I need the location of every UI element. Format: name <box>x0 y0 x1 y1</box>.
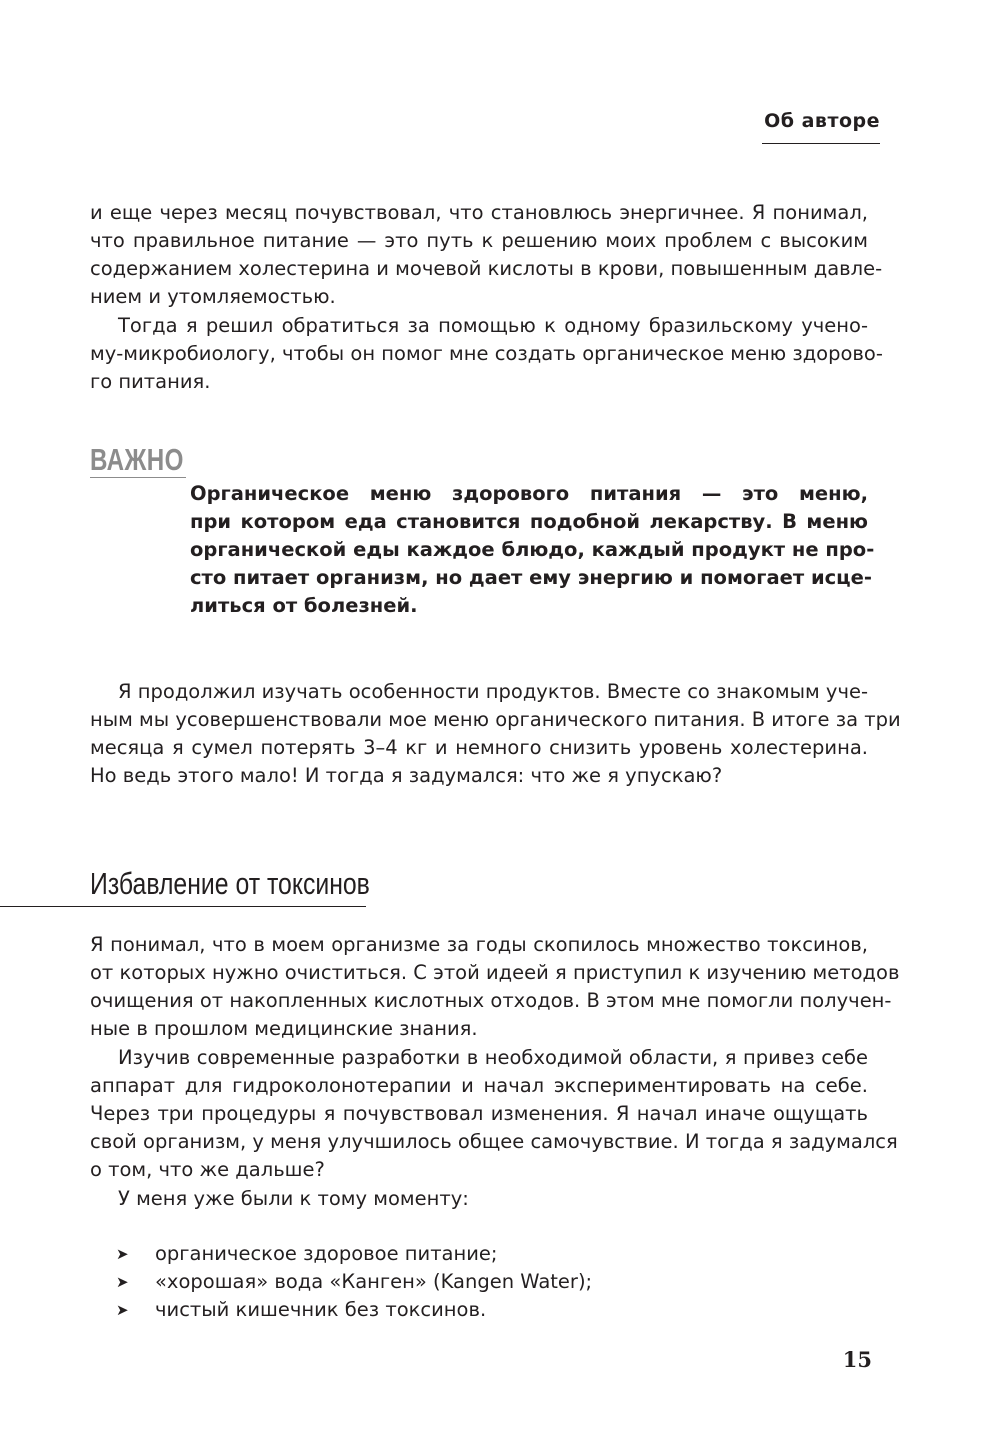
text-line: Тогда я решил обратиться за помощью к одному бразильскому учено- <box>118 314 868 337</box>
text-line: аппарат для гидроколонотерапии и начал экспериментировать на себе. <box>90 1074 868 1097</box>
page-number: 15 <box>842 1347 872 1372</box>
text-line: о том, что же дальше? <box>90 1158 325 1181</box>
running-head: Об авторе <box>764 110 880 132</box>
running-head-rule <box>762 143 880 144</box>
text-line: нием и утомляемостью. <box>90 285 336 308</box>
text-line: месяца я сумел потерять 3–4 кг и немного снизить уровень холестерина. <box>90 736 868 759</box>
arrow-bullet-icon: ➤ <box>116 1273 129 1291</box>
list-item-text: «хорошая» вода «Канген» (Kangen Water); <box>155 1270 593 1293</box>
text-line: ным мы усовершенствовали мое меню органического питания. В итоге за три <box>90 708 901 731</box>
text-line: от которых нужно очиститься. С этой идеей я приступил к изучению методов <box>90 961 900 984</box>
important-text-line: литься от болезней. <box>190 594 418 617</box>
text-line: содержанием холестерина и мочевой кислоты в крови, повышенным давле- <box>90 257 883 280</box>
arrow-bullet-icon: ➤ <box>116 1301 129 1319</box>
important-label: ВАЖНО <box>90 442 184 477</box>
text-line: Изучив современные разработки в необходимой области, я привез себе <box>118 1046 868 1069</box>
text-line: что правильное питание — это путь к решению моих проблем с высоким <box>90 229 868 252</box>
important-text-line: при котором еда становится подобной лекарству. В меню <box>190 510 868 533</box>
text-line: ные в прошлом медицинские знания. <box>90 1017 478 1040</box>
text-line: Но ведь этого мало! И тогда я задумался: что же я упускаю? <box>90 764 723 787</box>
text-line: Я понимал, что в моем организме за годы скопилось множество токсинов, <box>90 933 868 956</box>
text-line: и еще через месяц почувствовал, что становлюсь энергичнее. Я понимал, <box>90 201 868 224</box>
section-rule <box>0 906 366 907</box>
arrow-bullet-icon: ➤ <box>116 1245 129 1263</box>
list-item-text: органическое здоровое питание; <box>155 1242 498 1265</box>
text-line: свой организм, у меня улучшилось общее самочувствие. И тогда я задумался <box>90 1130 898 1153</box>
text-line: му-микробиологу, чтобы он помог мне создать органическое меню здорово- <box>90 342 883 365</box>
list-item-text: чистый кишечник без токсинов. <box>155 1298 487 1321</box>
important-text-line: Органическое меню здорового питания — это меню, <box>190 482 868 505</box>
section-heading: Избавление от токсинов <box>90 866 370 901</box>
text-line: го питания. <box>90 370 211 393</box>
text-line: Через три процедуры я почувствовал изменения. Я начал иначе ощущать <box>90 1102 868 1125</box>
text-line: Я продолжил изучать особенности продуктов. Вместе со знакомым уче- <box>118 680 868 703</box>
important-underline <box>90 477 186 478</box>
important-text-line: сто питает организм, но дает ему энергию и помогает исце- <box>190 566 872 589</box>
important-text-line: органической еды каждое блюдо, каждый продукт не про- <box>190 538 875 561</box>
paragraph-6: У меня уже были к тому моменту: <box>118 1187 469 1210</box>
text-line: очищения от накопленных кислотных отходов. В этом мне помогли получен- <box>90 989 892 1012</box>
